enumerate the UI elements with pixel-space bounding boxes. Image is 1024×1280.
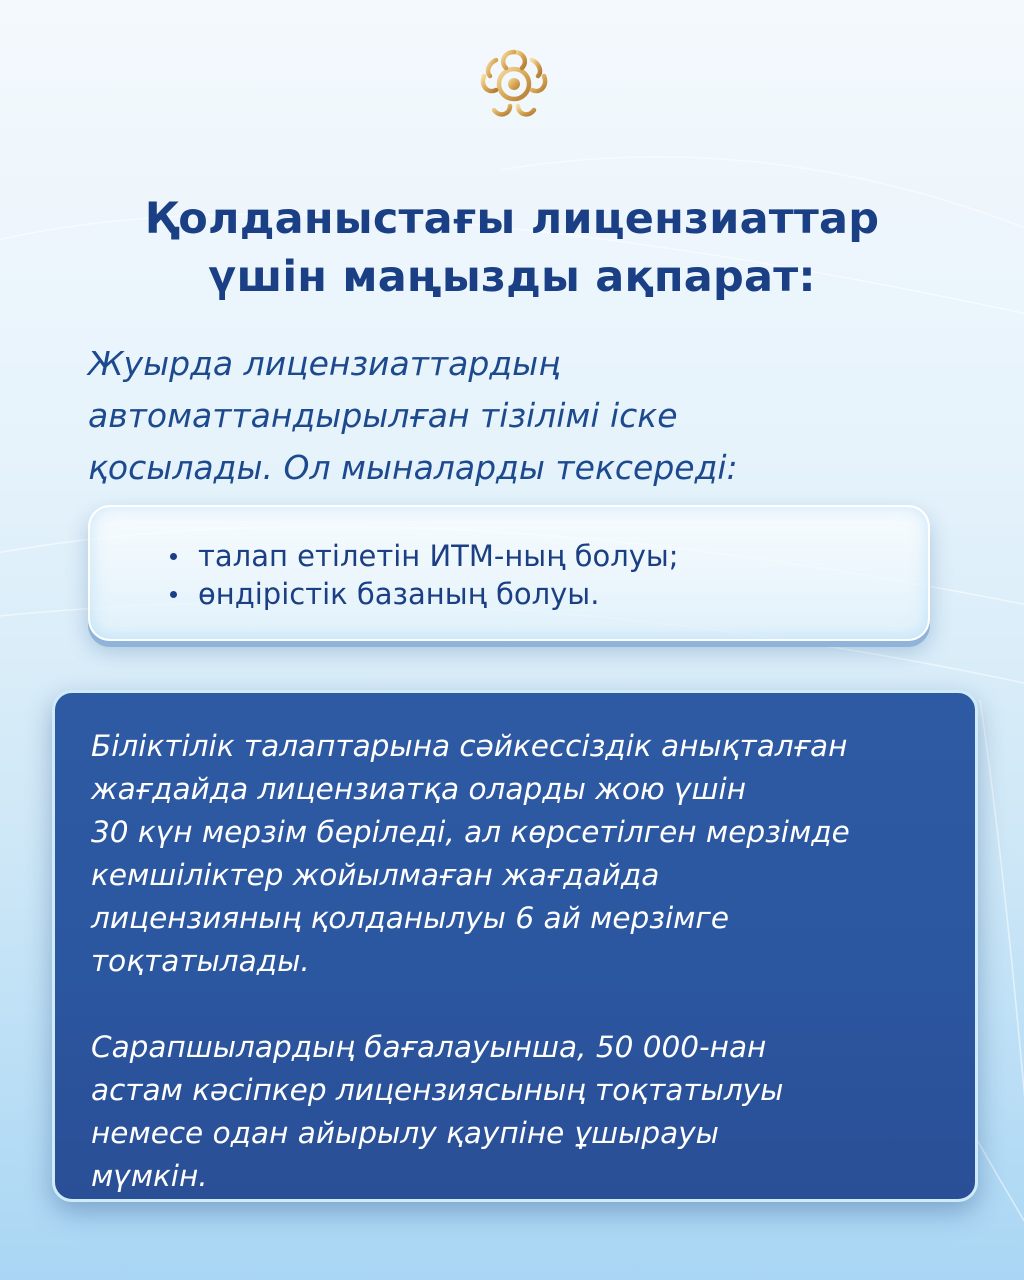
info-line: кемшіліктер жойылмаған жағдайда [91,858,660,892]
list-item [170,575,679,613]
list-item-text: өндірістік базаның болуы. [198,577,600,611]
list-item [170,537,679,575]
intro-line: автоматтандырылған тізілімі іске [88,396,678,435]
info-line: мүмкін. [91,1159,208,1193]
page-title [0,190,1024,306]
bullet-icon [170,553,177,560]
info-line: Біліктілік талаптарына сәйкессіздік анықталған [91,729,848,763]
intro-line: Жуырда лицензиаттардың [88,344,560,383]
golden-ornament-icon [472,42,556,126]
info-line: лицензияның қолданылуы 6 ай мерзімге [91,901,730,935]
info-paragraph [91,1026,949,1198]
info-line: 30 күн мерзім беріледі, ал көрсетілген мерзімде [91,815,850,849]
checks-list [170,537,679,613]
checks-card [88,505,930,641]
info-line: немесе одан айырылу қаупіне ұшырауы [91,1116,719,1150]
intro-line: қосылады. Ол мыналарды тексереді: [88,448,738,487]
list-item-text: талап етілетін ИТМ-ның болуы; [198,539,679,573]
title-line: үшін маңызды ақпарат: [208,252,816,302]
title-line: Қолданыстағы лицензиаттар [144,194,880,244]
info-paragraph [91,725,949,983]
info-line: жағдайда лицензиатқа оларды жою үшін [91,772,747,806]
info-panel [52,690,978,1202]
logo [472,42,556,126]
info-line: тоқтатылады. [91,944,310,978]
bullet-icon [170,591,177,598]
info-line: Сарапшылардың бағалауынша, 50 000-нан [91,1030,767,1064]
info-line: астам кәсіпкер лицензиясының тоқтатылуы [91,1073,784,1107]
intro-text [88,338,948,494]
